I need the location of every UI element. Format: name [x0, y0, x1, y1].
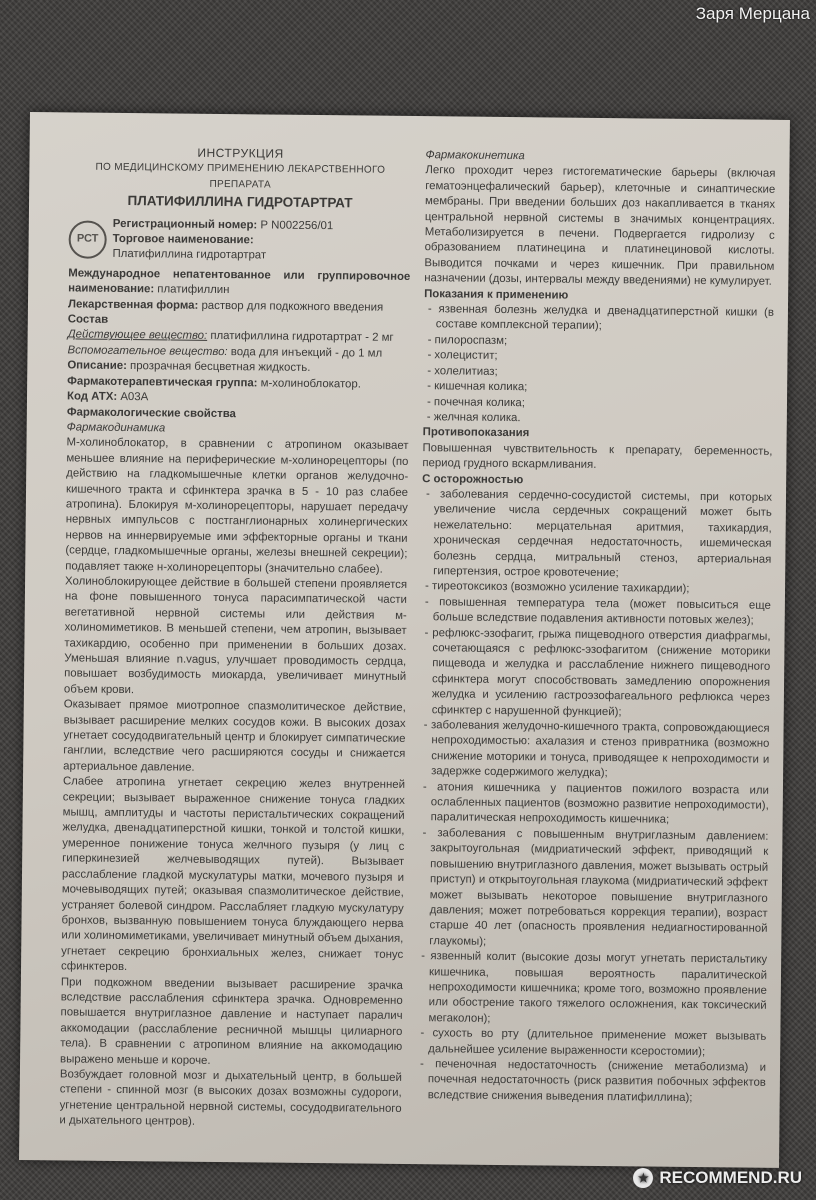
- form-label: Лекарственная форма:: [67, 298, 199, 312]
- form-value: раствор для подкожного введения: [201, 299, 384, 314]
- active-label: Действующее вещество:: [67, 328, 208, 343]
- rst-certification-icon: РСТ: [68, 220, 106, 258]
- list-item: - тиреотоксикоз (возможно усиление тахикардии);: [424, 580, 690, 596]
- list-item: - почечная колика;: [426, 395, 525, 409]
- composition-label: Состав: [67, 313, 109, 326]
- recommend-watermark-text: RECOMMEND.RU: [659, 1168, 802, 1187]
- aux-value: вода для инъекций - до 1 мл: [230, 345, 383, 360]
- author-watermark: Заря Мерцана: [695, 4, 810, 23]
- dynamics-paragraph-2: Холиноблокирующее действие в большей степени проявляется на фоне повышенного тонуса парасимпатической части вегетативной нервной системы или действия м-холиномиметиков. В меньшей степени, чем атропин, вызывает тахикардию, особенно при применении в больших дозах. Уменьшая влияние n.vagus, улучшает проводимость сердца, повышает возбудимость миокарда, увеличивает минутный объем крови.: [63, 575, 408, 696]
- registration-block: [68, 216, 410, 266]
- list-item: - рефлюкс-эзофагит, грыжа пищеводного отверстия диафрагмы, сочетающаяся с рефлюкс-эзофагитом (снижение моторики пищевода и желудка и расслабление нижнего пищеводного сфинктера могут способствовать замедлению опорожнения желудка и усилению гастроэзофагеального рефлюкса через сфинктер с нарушенной функцией);: [424, 626, 771, 718]
- recommend-watermark: [633, 1168, 802, 1188]
- dynamics-label: Фармакодинамика: [66, 421, 166, 435]
- instruction-leaflet: [19, 112, 790, 1168]
- drug-name: ПЛАТИФИЛЛИНА ГИДРОТАРТРАТ: [127, 193, 353, 211]
- contra-text: Повышенная чувствительность к препарату, беременность, период грудного вскармливания.: [422, 441, 773, 472]
- reg-label: Регистрационный номер:: [112, 217, 258, 232]
- list-item: - язвенный колит (высокие дозы могут угнетать перистальтику кишечника, повышая вероятность паралитической непроходимости кишечника; кроме того, возможно проявление или обострение такого тяжелого осложнения, как токсический мегаколон);: [421, 950, 768, 1025]
- list-item: - холелитиаз;: [427, 364, 498, 378]
- desc-label: Описание:: [67, 359, 127, 373]
- leaflet-title: ИНСТРУКЦИЯ: [197, 145, 284, 161]
- list-item: - печеночная недостаточность (снижение метаболизма) и почечная недостаточность (риск развития побочных эффектов вследствие снижения выведения платифиллина);: [419, 1058, 767, 1104]
- kinetics-text: Легко проходит через гистогематические барьеры (включая гематоэнцефалический барьер), клеточные и синаптические мембраны. При введении больших доз накапливается в тканях центральной нервной системы в значимых концентрациях. Метаболизируется в печени. Подвергается гидролизу с образованием платинецина и платинециновой кислоты. Выводится почками и через кишечник. При правильном назначении (дозы, интервалы между введениями) не кумулирует.: [424, 164, 776, 289]
- list-item: - желчная колика.: [426, 411, 521, 425]
- caution-list: [416, 487, 772, 1107]
- dynamics-paragraph-4: Слабее атропина угнетает секрецию желез внутренней секреции; вызывает выраженное снижение тонуса гладких мышц, амплитуды и частоты перистальтических сокращений желудка, двенадцатиперстной кишки, тонкой и толстой кишки, умеренное понижение тонуса желчного пузыря (у лиц с гиперкинезией желчевыводящих путей). Вызывает расслабление гладкой мускулатуры матки, мочевого пузыря и мочевыводящих путей; оказывая спазмолитическое действие, устраняет болевой синдром. Расслабляет гладкую мускулатуру бронхов, вызванную повышением тонуса блуждающего нерва или холиномиметиками, увеличивает минутный объем дыхания, угнетает секрецию бронхиальных желез, снижает тонус сфинктеров.: [60, 775, 406, 974]
- reg-value: Р N002256/01: [260, 219, 334, 232]
- left-column: [59, 144, 411, 1132]
- dynamics-paragraph-5: При подкожном введении вызывает расширение зрачка вследствие расслабления сфинктера зрачка. Одновременно повышается внутриглазное давление и наступает паралич аккомодации (расслабление ресничной мышцы цилиарного тела). В сравнении с атропином влияние на аккомодацию выражено меньше и короче.: [60, 975, 403, 1067]
- leaflet-subtitle: ПО МЕДИЦИНСКОМУ ПРИМЕНЕНИЮ ЛЕКАРСТВЕННОГО ПРЕПАРАТА: [95, 162, 386, 191]
- aux-label: Вспомогательное вещество:: [67, 344, 228, 358]
- desc-value: прозрачная бесцветная жидкость.: [130, 360, 311, 375]
- list-item: - заболевания сердечно-сосудистой системы, при которых увеличение числа сердечных сокращений может быть нежелательно: мерцательная аритмия, тахикардия, хроническая сердечная недостаточность, ишемическая болезнь сердца, митральный стеноз, артериальная гипертензия, острое кровотечение;: [425, 488, 773, 580]
- caution-label: С осторожностью: [422, 472, 524, 486]
- indications-list: [423, 302, 774, 429]
- list-item: - атония кишечника у пациентов пожилого возраста или ослабленных пациентов (возможно развитие непроходимости), паралитическая непроходимость кишечника;: [422, 780, 769, 827]
- dynamics-paragraph-6: Возбуждает головной мозг и дыхательный центр, в большей степени - спинной мозг (в высоких дозах возможны судороги, угнетение центральной нервной системы, сосудодвигательного и дыхательного центров).: [59, 1068, 402, 1128]
- list-item: - заболевания желудочно-кишечного тракта, сопровождающиеся непроходимостью: ахалазия и стеноз привратника (возможно снижение моторики и тонуса, приводящее к непроходимости и задержке содержимого желудка);: [423, 719, 770, 780]
- inn-value: платифиллин: [157, 283, 230, 297]
- list-item: - язвенная болезнь желудка и двенадцатиперстной кишки (в составе комплексной терапии);: [427, 303, 775, 333]
- atx-value: A03A: [120, 391, 149, 404]
- trade-value: Платифиллина гидротартрат: [112, 248, 267, 262]
- trade-label: Торговое наименование:: [112, 232, 254, 247]
- list-item: - пилороспазм;: [427, 334, 508, 347]
- list-item: - сухость во рту (длительное применение может вызывать дальнейшее усиление выраженности ксеростомии);: [420, 1027, 767, 1058]
- atx-label: Код АТХ:: [66, 390, 118, 404]
- inn-label: Международное непатентованное или группировочное наименование:: [68, 267, 411, 296]
- contra-label: Противопоказания: [422, 426, 530, 440]
- dynamics-paragraph-3: Оказывает прямое миотропное спазмолитическое действие, вызывает расширение мелких сосудов кожи. В высоких дозах угнетает сосудодвигательный центр и блокирует симпатические ганглии, вследствие чего расширяются сосуды и снижается артериальное давление.: [63, 698, 406, 774]
- indications-label: Показания к применению: [424, 287, 569, 302]
- list-item: - кишечная колика;: [427, 380, 528, 394]
- recommend-logo-icon: ★: [633, 1168, 653, 1188]
- list-item: - повышенная температура тела (может повыситься еще больше вследствие подавления активности потовых желез);: [424, 595, 771, 627]
- dynamics-paragraph-1: М-холиноблокатор, в сравнении с атропином оказывает меньшее влияние на периферические м-холинорецепторы (по действию на гладкомышечные клетки органов желудочно-кишечного тракта и сфинктера зрачка в 5 - 10 раз слабее атропина). Блокируя м-холинорецепторы, нарушает передачу нервных импульсов с постганглионарных холинергических нервов на иннервируемые ими эффекторные органы и ткани (сердце, гладкомышечные органы, железы внешней секреции); подавляет также н-холинорецепторы (значительно слабее).: [65, 436, 409, 576]
- pharm-group-value: м-холиноблокатор.: [260, 377, 361, 391]
- right-column: [416, 148, 776, 1107]
- list-item: - заболевания с повышенным внутриглазным давлением: закрытоугольная (мидриатический эффект, приводящий к повышению внутриглазного давления, может вызывать острый приступ) и открытоугольная глаукома (мидриатический эффект может вызывать некоторое повышение внутриглазного давления; может потребоваться коррекция терапии), возраст старше 40 лет (опасность проявления недиагностированной глаукомы);: [422, 827, 769, 948]
- pharm-group-label: Фармакотерапевтическая группа:: [67, 375, 258, 390]
- active-value: платифиллина гидротартрат - 2 мг: [210, 330, 394, 345]
- kinetics-label: Фармакокинетика: [425, 149, 525, 163]
- props-label: Фармакологические свойства: [66, 405, 236, 420]
- list-item: - холецистит;: [427, 349, 498, 363]
